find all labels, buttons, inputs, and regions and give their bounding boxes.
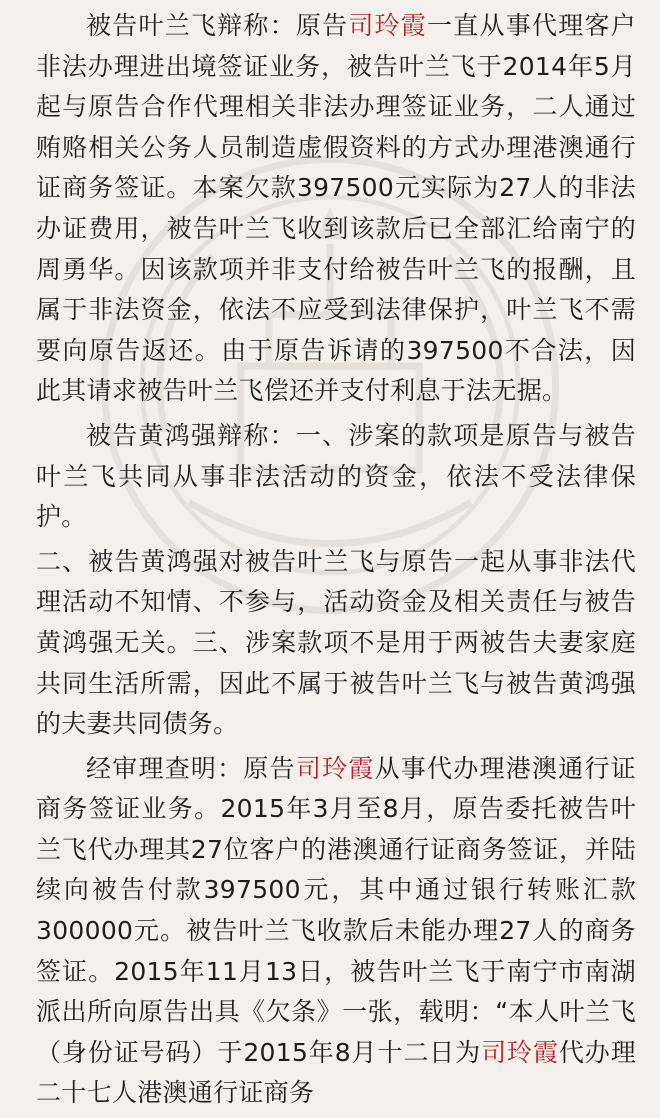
document-body [36, 6, 636, 1118]
paragraph [36, 6, 636, 412]
paragraph [36, 749, 636, 1114]
text-segment: 被告叶兰飞辩称：原告 [86, 11, 349, 40]
text-segment: 代办理二十七人港澳通行证商务 [36, 1037, 637, 1108]
text-segment: 被告黄鸿强辩称：一、涉案的款项是原告与被告叶兰飞共同从事非法活动的资金，依法不受法律保护。 [36, 420, 636, 532]
highlighted-name: 司玲霞 [481, 1037, 559, 1067]
highlighted-name: 司玲霞 [348, 11, 428, 40]
highlighted-name: 司玲霞 [295, 753, 375, 783]
text-segment: 二、被告黄鸿强对被告叶兰飞与原告一起从事非法代理活动不知情、不参与，活动资金及相关责任与被告黄鸿强无关。三、涉案款项不是用于两被告夫妻家庭共同生活所需，因此不属于被告叶兰飞与被告黄鸿强的夫妻共同债务。 [36, 546, 636, 739]
paragraph [36, 416, 636, 538]
text-segment: 一直从事代理客户非法办理进出境签证业务，被告叶兰飞于2014年5月起与原告合作代理相关非法办理签证业务，二人通过贿赂相关公务人员制造虚假资料的方式办理港澳通行证商务签证。本案欠款397500元实际为27人的非法办证费用，被告叶兰飞收到该款后已全部汇给南宁的周勇华。因该款项并非支付给被告叶兰飞的报酬，且属于非法资金，依法不应受到法律保护，叶兰飞不需要向原告返还。由于原告诉请的397500不合法，因此其请求被告叶兰飞偿还并支付利息于法无据。 [36, 11, 636, 406]
paragraph [36, 542, 636, 745]
text-segment: 经审理查明：原告 [86, 753, 296, 783]
text-segment: 从事代办理港澳通行证商务签证业务。2015年3月至8月，原告委托被告叶兰飞代办理其27位客户的港澳通行证商务签证，并陆续向被告付款397500元，其中通过银行转账汇款300000元。被告叶兰飞收款后未能办理27人的商务签证。2015年11月13日，被告叶兰飞于南宁市南湖派出所向原告出具《欠条》一张，载明：“本人叶兰飞（身份证号码）于2015年8月十二日为 [36, 753, 636, 1067]
